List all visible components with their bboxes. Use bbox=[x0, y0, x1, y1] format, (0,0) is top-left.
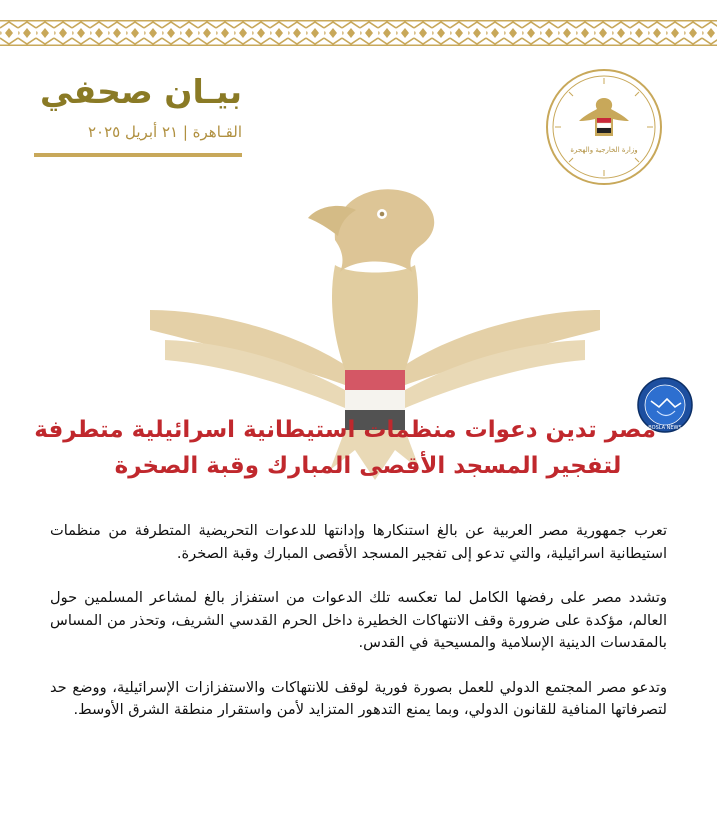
stamp-caption: BOSLA NEWS bbox=[648, 425, 682, 431]
headline-line-1: مصر تدين دعوات منظمات استيطانية اسرائيلية متطرفة bbox=[34, 417, 656, 443]
headline-line-2: لتفجير المسجد الأقصى المبارك وقبة الصخرة bbox=[114, 453, 622, 479]
gold-divider bbox=[34, 153, 242, 157]
seal-caption: وزارة الخارجية والهجرة bbox=[570, 146, 638, 154]
body-paragraph-1: تعرب جمهورية مصر العربية عن بالغ استنكارها وإدانتها للدعوات التحريضية المتطرفة من منظمات استيطانية اسرائيلية، والتي تدعو إلى تفجير المسجد الأقصى المبارك وقبة الصخرة. bbox=[50, 522, 667, 562]
press-release-title: بيـان صحفي bbox=[40, 72, 242, 111]
dateline: القـاهرة | ٢١ أبريل ٢٠٢٥ bbox=[88, 123, 242, 142]
headline bbox=[34, 412, 656, 484]
ministry-seal-icon bbox=[545, 68, 663, 186]
ornamental-border-top bbox=[0, 20, 717, 46]
press-release-heading bbox=[40, 74, 242, 141]
body-paragraph-3: وتدعو مصر المجتمع الدولي للعمل بصورة فورية لوقف للانتهاكات والاستفزازات الإسرائيلية، ووضع حد لتصرفاتها المنافية للقانون الدولي، وبما يمنع التدهور المتزايد لأمن واستقرار منطقة الشرق الأوسط. bbox=[50, 678, 667, 718]
press-release-body bbox=[50, 520, 667, 744]
body-paragraph-2: وتشدد مصر على رفضها الكامل لما تعكسه تلك الدعوات من استفزاز بالغ لمشاعر المسلمين حول العالم، مؤكدة على ضرورة وقف الانتهاكات الخطيرة داخل الحرم القدسي الشريف، وتحذر من المساس بالمقدسات الدينية الإسلامية والمسيحية في القدس. bbox=[50, 589, 667, 651]
